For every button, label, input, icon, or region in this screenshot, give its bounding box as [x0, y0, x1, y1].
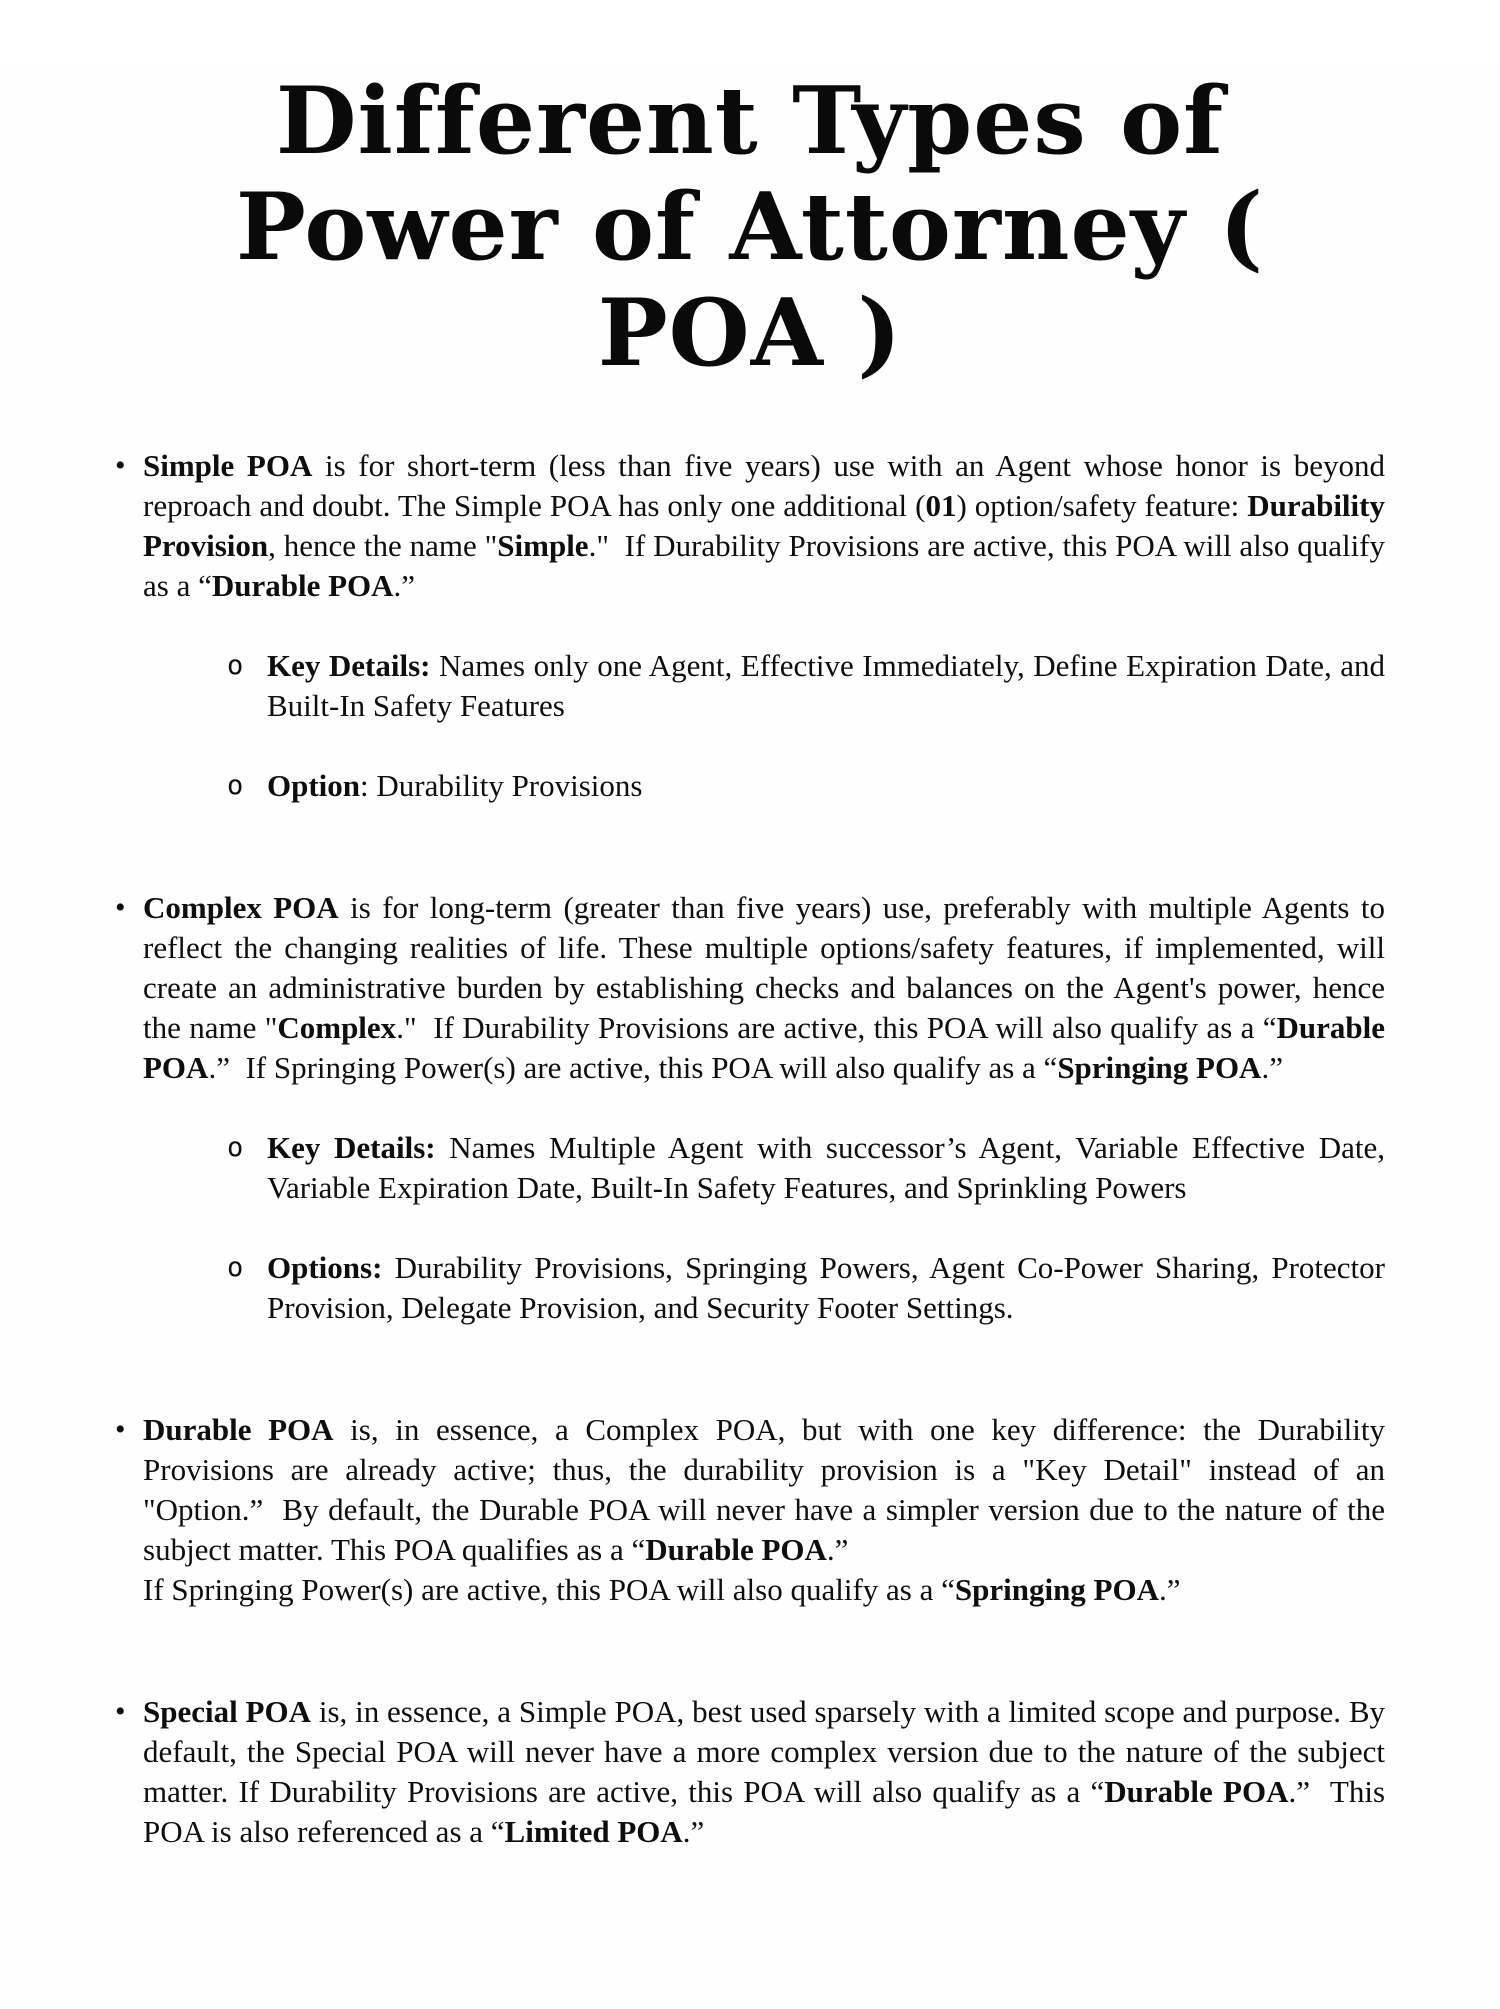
bold-text-run: Options: [267, 1250, 383, 1285]
simple-poa-paragraph [143, 446, 1385, 606]
simple-poa-option [267, 766, 1385, 806]
page-title-line-2: Power of Attorney ( POA ) [235, 172, 1265, 387]
bold-text-run: Option [267, 768, 361, 803]
bullet-item-simple-poa [115, 446, 1385, 606]
bold-text-run: Durable POA [645, 1532, 827, 1567]
document-page [0, 68, 1500, 2009]
text-run: .” [826, 1532, 849, 1567]
bold-text-run: Special POA [143, 1694, 311, 1729]
text-run: is for short-term (less than five years) use with an Agent whose honor is beyond reproach and doubt. The Simple POA has only one additional ( [143, 448, 1385, 523]
bold-text-run: Durability Provision [143, 488, 1385, 563]
hollow-bullet-icon: o [227, 770, 244, 801]
text-run: .” If Springing Power(s) are active, this POA will also qualify as a “ [208, 1050, 1058, 1085]
text-run: is, in essence, a Simple POA, best used sparsely with a limited scope and purpose. By default, the Special POA will never have a more complex version due to the nature of the subject matter. If Durability Provisions are active, this POA will also qualify as a “ [143, 1694, 1385, 1809]
sub-bullet-key-details-complex [115, 1128, 1385, 1208]
text-run: .” [393, 568, 416, 603]
simple-poa-key-details [267, 646, 1385, 726]
sub-bullet-options-complex [115, 1248, 1385, 1328]
bold-text-run: Durable POA [211, 568, 394, 603]
complex-poa-paragraph [143, 888, 1385, 1088]
text-run: Names only one Agent, Effective Immediately, Define Expiration Date, and Built-In Safety Features [267, 648, 1385, 723]
text-run: ." If Durability Provisions are active, this POA will also qualify as a “ [396, 1010, 1277, 1045]
filled-bullet-icon: • [115, 449, 126, 482]
text-run: is, in essence, a Complex POA, but with one key difference: the Durability Provisions are already active; thus, the durability provision is a "Key Detail" instead of an "Option.” By default, the Durable POA will never have a simpler version due to the nature of the subject matter. This POA qualifies as a “ [143, 1412, 1385, 1567]
durable-poa-paragraph [143, 1410, 1385, 1610]
page-title-line-1: Different Types of [275, 66, 1225, 175]
bold-text-run: Durable POA [1104, 1774, 1289, 1809]
text-run: , hence the name " [268, 528, 498, 563]
text-run: is for long-term (greater than five years) use, preferably with multiple Agents to reflect the changing realities of life. These multiple options/safety features, if implemented, will create an administrative burden by establishing checks and balances on the Agent's power, hence the name " [143, 890, 1385, 1045]
section-complex-poa [115, 888, 1385, 1328]
document-body [115, 446, 1385, 1852]
hollow-bullet-icon: o [227, 1252, 244, 1283]
section-special-poa [115, 1692, 1385, 1852]
bold-text-run: Key Details: [267, 1130, 436, 1165]
special-poa-paragraph [143, 1692, 1385, 1852]
text-run: : Durability Provisions [360, 768, 643, 803]
section-simple-poa [115, 446, 1385, 806]
text-run: ) option/safety feature: [956, 488, 1248, 523]
page-title [115, 68, 1385, 386]
bold-text-run: Simple POA [143, 448, 313, 483]
bold-text-run: Key Details: [267, 648, 431, 683]
bold-text-run: Limited POA [504, 1814, 683, 1849]
text-run: Names Multiple Agent with successor’s Agent, Variable Effective Date, Variable Expiration Date, Built-In Safety Features, and Sprinkling Powers [267, 1130, 1385, 1205]
bullet-item-durable-poa [115, 1410, 1385, 1610]
bold-text-run: Springing POA [954, 1572, 1159, 1607]
hollow-bullet-icon: o [227, 650, 244, 681]
sub-bullet-key-details-simple [115, 646, 1385, 726]
complex-poa-key-details [267, 1128, 1385, 1208]
complex-poa-options [267, 1248, 1385, 1328]
filled-bullet-icon: • [115, 1695, 126, 1728]
bold-text-run: 01 [925, 488, 957, 523]
text-run: Durability Provisions, Springing Powers, Agent Co-Power Sharing, Protector Provision, Delegate Provision, and Security Footer Settings. [267, 1250, 1385, 1325]
text-run: .” [1261, 1050, 1283, 1085]
bold-text-run: Springing POA [1057, 1050, 1262, 1085]
text-run: .” [1159, 1572, 1181, 1607]
bold-text-run: Complex POA [143, 890, 339, 925]
filled-bullet-icon: • [115, 1413, 126, 1446]
bold-text-run: Durable POA [143, 1412, 334, 1447]
hollow-bullet-icon: o [227, 1132, 244, 1163]
text-run: .” [682, 1814, 705, 1849]
filled-bullet-icon: • [115, 891, 126, 924]
bold-text-run: Complex [277, 1010, 397, 1045]
bold-text-run: Durable POA [143, 1010, 1385, 1085]
text-run: .” This POA is also referenced as a “ [143, 1774, 1386, 1849]
bullet-item-special-poa [115, 1692, 1385, 1852]
bold-text-run: Simple [497, 528, 589, 563]
text-run: If Springing Power(s) are active, this POA will also qualify as a “ [143, 1572, 955, 1607]
sub-bullet-option-simple [115, 766, 1385, 806]
bullet-item-complex-poa [115, 888, 1385, 1088]
section-durable-poa [115, 1410, 1385, 1610]
text-run: ." If Durability Provisions are active, this POA will also qualify as a “ [143, 528, 1385, 603]
